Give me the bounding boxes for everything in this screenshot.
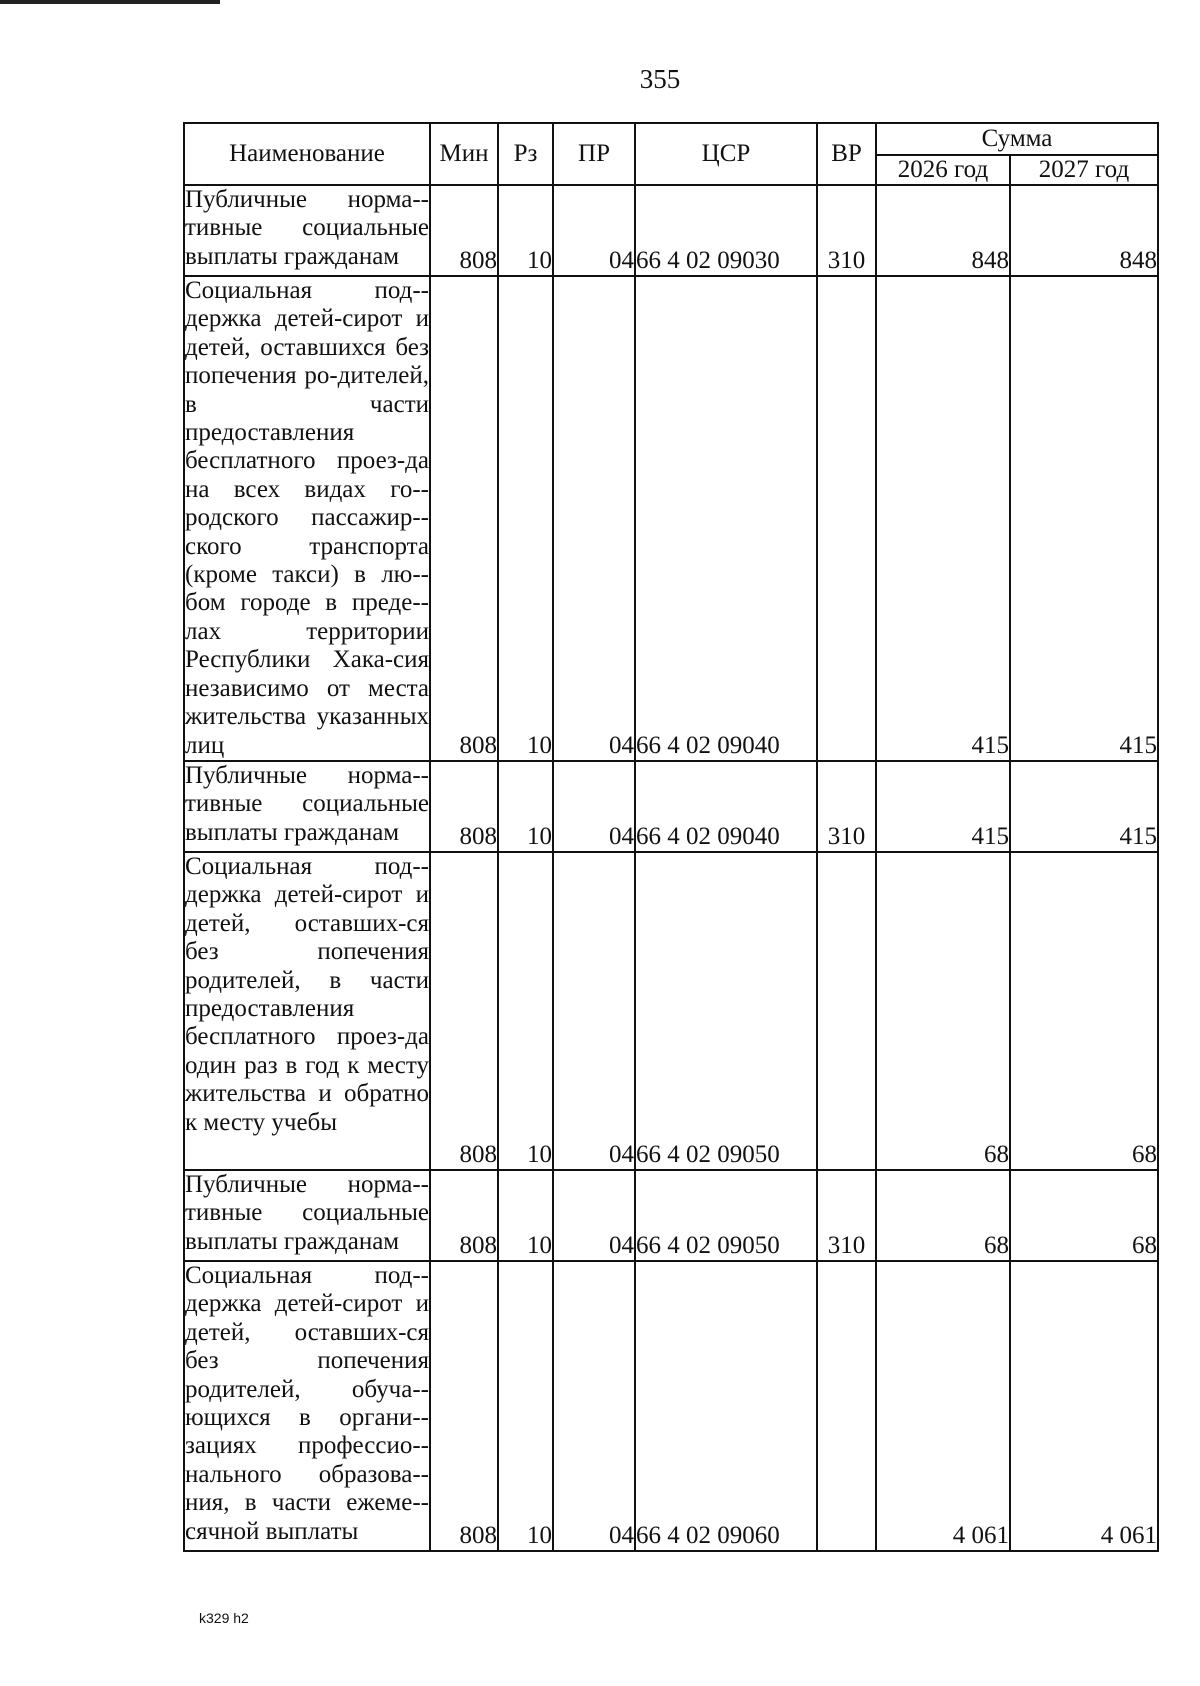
cell-min: 808 <box>430 1170 498 1261</box>
cell-sum-2026: 848 <box>876 185 1010 276</box>
cell-vr <box>817 852 876 1170</box>
cell-sum-2026: 415 <box>876 276 1010 761</box>
cell-min: 808 <box>430 276 498 761</box>
cell-rz: 10 <box>498 761 553 852</box>
cell-csr: 66 4 02 09040 <box>635 276 817 761</box>
cell-name: Публичные норма-тивные социальные выплаты гражданам <box>184 1170 430 1261</box>
cell-csr: 66 4 02 09040 <box>635 761 817 852</box>
cell-sum-2026: 68 <box>876 852 1010 1170</box>
cell-min: 808 <box>430 761 498 852</box>
cell-csr: 66 4 02 09030 <box>635 185 817 276</box>
table-header <box>184 123 1158 185</box>
cell-sum-2027: 415 <box>1010 276 1158 761</box>
header-year-2026: 2026 год <box>876 155 1010 185</box>
table-row <box>184 1170 1158 1261</box>
footer-code: k329 h2 <box>199 1610 249 1626</box>
cell-name: Публичные норма-тивные социальные выплаты гражданам <box>184 761 430 852</box>
cell-sum-2026: 4 061 <box>876 1261 1010 1551</box>
cell-sum-2027: 68 <box>1010 1170 1158 1261</box>
page-number: 355 <box>639 64 681 94</box>
cell-min: 808 <box>430 1261 498 1551</box>
cell-rz: 10 <box>498 852 553 1170</box>
cell-rz: 10 <box>498 1170 553 1261</box>
cell-name: Публичные норма-тивные социальные выплаты гражданам <box>184 185 430 276</box>
cell-csr: 66 4 02 09060 <box>635 1261 817 1551</box>
cell-sum-2026: 68 <box>876 1170 1010 1261</box>
cell-pr: 04 <box>553 761 635 852</box>
cell-min: 808 <box>430 185 498 276</box>
header-pr: ПР <box>553 123 635 185</box>
cell-vr: 310 <box>817 761 876 852</box>
cell-pr: 04 <box>553 852 635 1170</box>
cell-name: Социальная под-держка детей-сирот и детей, оставшихся без попечения ро-дителей, в части предоставления бесплатного проез-да на всех видах го-родского пассажир-ского транспорта (кроме такси) в лю-бом городе в преде-лах территории Республики Хака-сия независимо от места жительства указанных лиц <box>184 276 430 761</box>
cell-sum-2026: 415 <box>876 761 1010 852</box>
cell-csr: 66 4 02 09050 <box>635 852 817 1170</box>
cell-sum-2027: 415 <box>1010 761 1158 852</box>
table-row <box>184 761 1158 852</box>
header-min: Мин <box>430 123 498 185</box>
cell-sum-2027: 68 <box>1010 852 1158 1170</box>
cell-pr: 04 <box>553 276 635 761</box>
table-body <box>184 185 1158 1551</box>
table-row <box>184 1261 1158 1551</box>
table-row <box>184 276 1158 761</box>
cell-sum-2027: 848 <box>1010 185 1158 276</box>
cell-csr: 66 4 02 09050 <box>635 1170 817 1261</box>
cell-min: 808 <box>430 852 498 1170</box>
cell-vr: 310 <box>817 1170 876 1261</box>
header-year-2027: 2027 год <box>1010 155 1158 185</box>
cell-vr <box>817 276 876 761</box>
cell-rz: 10 <box>498 185 553 276</box>
cell-rz: 10 <box>498 1261 553 1551</box>
cell-sum-2027: 4 061 <box>1010 1261 1158 1551</box>
scan-edge-mark <box>0 0 220 4</box>
cell-pr: 04 <box>553 1261 635 1551</box>
cell-vr <box>817 1261 876 1551</box>
header-vr: ВР <box>817 123 876 185</box>
header-sum: Сумма <box>876 123 1158 155</box>
budget-table <box>183 122 1159 1552</box>
table-row <box>184 185 1158 276</box>
cell-pr: 04 <box>553 1170 635 1261</box>
header-csr: ЦСР <box>635 123 817 185</box>
table-row <box>184 852 1158 1170</box>
header-rz: Рз <box>498 123 553 185</box>
cell-name: Социальная под-держка детей-сирот и детей, оставших-ся без попечения родителей, обуча-ющихся в органи-зациях профессио-нального образова-ния, в части ежеме-сячной выплаты <box>184 1261 430 1551</box>
cell-rz: 10 <box>498 276 553 761</box>
cell-pr: 04 <box>553 185 635 276</box>
cell-name: Социальная под-держка детей-сирот и детей, оставших-ся без попечения родителей, в части предоставления бесплатного проез-да один раз в год к месту жительства и обратно к месту учебы <box>184 852 430 1170</box>
cell-vr: 310 <box>817 185 876 276</box>
header-name: Наименование <box>184 123 430 185</box>
